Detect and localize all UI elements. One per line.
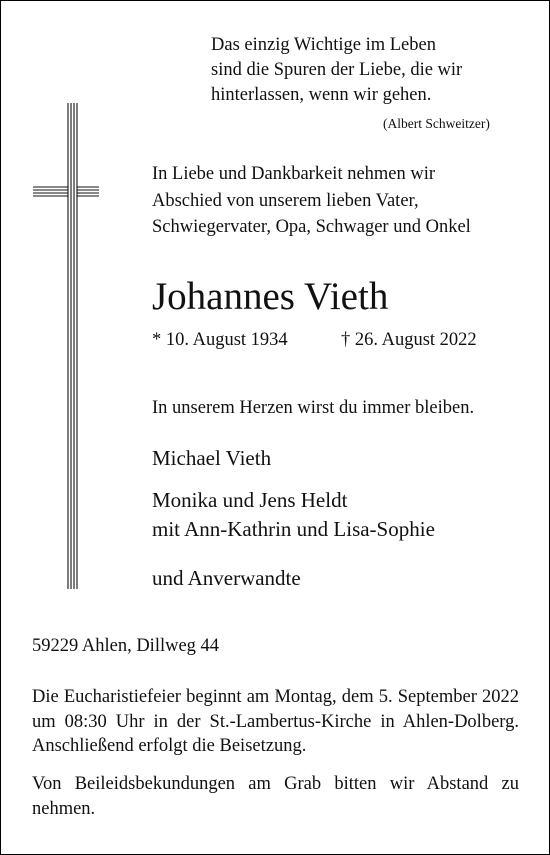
quote-author: (Albert Schweitzer)	[383, 116, 490, 131]
quote-line: sind die Spuren der Liebe, die wir	[211, 60, 463, 80]
quote-line: Das einzig Wichtige im Leben	[211, 35, 436, 55]
family-line-4: und Anverwandte	[152, 566, 301, 590]
cross-icon	[31, 101, 101, 591]
address: 59229 Ahlen, Dillweg 44	[32, 636, 220, 656]
intro-line: In Liebe und Dankbarkeit nehmen wir	[152, 164, 436, 184]
family-line-2: Monika und Jens Heldt	[152, 488, 348, 512]
family-group	[152, 486, 435, 543]
service-info: Die Eucharistiefeier beginnt am Montag, dem 5. September 2022 um 08:30 Uhr in der St.-Lambertus-Kirche in Ahlen-Dolberg. Anschließend erfolgt die Beisetzung.	[32, 687, 519, 756]
quote	[211, 33, 462, 108]
intro-line: Abschied von unserem lieben Vater,	[152, 190, 419, 211]
deceased-name: Johannes Vieth	[152, 275, 389, 318]
quote-line: hinterlassen, wenn wir gehen.	[211, 85, 432, 105]
condolence-note: Von Beileidsbekundungen am Grab bitten wir Abstand zu nehmen.	[32, 774, 519, 819]
remembrance-line: In unserem Herzen wirst du immer bleiben.	[152, 398, 475, 418]
birth-date: * 10. August 1934	[152, 330, 288, 350]
family-line-1: Michael Vieth	[152, 446, 272, 470]
family-line-3: mit Ann-Kathrin und Lisa-Sophie	[152, 516, 435, 541]
intro-text	[152, 161, 471, 241]
intro-line: Schwiegervater, Opa, Schwager und Onkel	[152, 217, 471, 237]
death-date: † 26. August 2022	[341, 330, 477, 350]
